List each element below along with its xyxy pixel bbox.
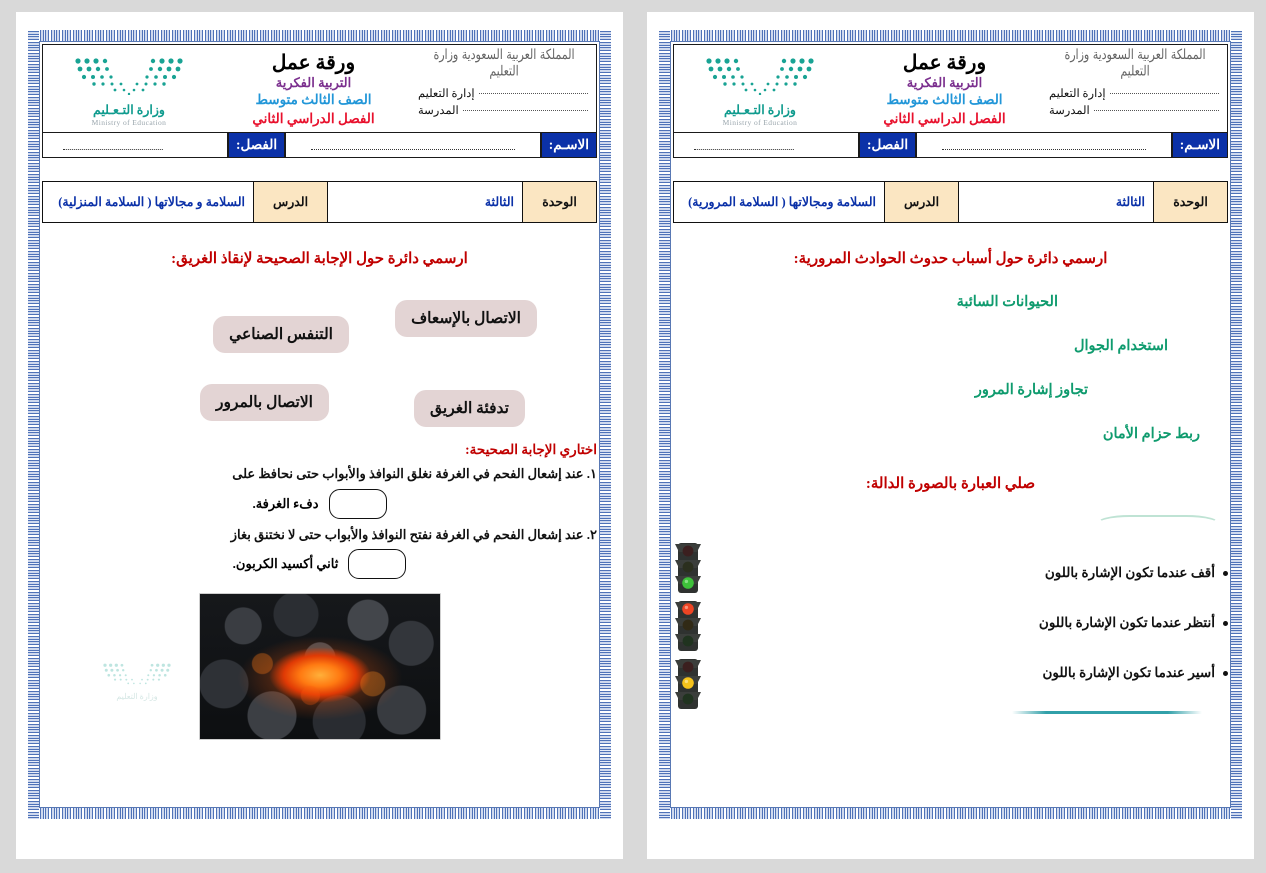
ministry-wordmark-english: Ministry of Education: [91, 118, 167, 127]
option-warm-the-drowning[interactable]: تدفئة الغريق: [414, 390, 525, 427]
kingdom-emblem-block: [418, 46, 590, 120]
unit-lesson-table: [42, 181, 597, 223]
worksheet-page-traffic-safety: [647, 12, 1254, 859]
answer-blank-box[interactable]: [348, 549, 406, 579]
name-field-label: الاسـم:: [1172, 132, 1228, 158]
subject-name: التربية الفكرية: [906, 75, 983, 90]
option-mobile-use[interactable]: استخدام الجوال: [1073, 338, 1168, 354]
answer-row: [42, 489, 597, 519]
question-tail-text: ثاني أكسيد الكربون.: [232, 556, 339, 572]
watermark-text: وزارة التعليم: [116, 692, 158, 701]
option-artificial-breathing[interactable]: التنفس الصناعي: [213, 316, 349, 353]
matching-statements: [729, 515, 1228, 714]
option-running-light[interactable]: تجاوز إشارة المرور: [974, 382, 1088, 398]
traffic-light-images: [673, 515, 703, 711]
border-right: [1231, 30, 1242, 819]
multiple-choice-question-2: [42, 523, 597, 580]
question-1-prompt: ارسمي دائرة حول الإجابة الصحيحة لإنقاذ الغريق:: [171, 251, 468, 267]
border-top: [659, 30, 1242, 41]
border-right: [600, 30, 611, 819]
matching-statement-stop[interactable]: [729, 565, 1228, 581]
multiple-choice-question-1: [42, 462, 597, 519]
green-arc-decoration: [1096, 515, 1220, 533]
name-input-field[interactable]: [285, 132, 541, 158]
worksheet-page-home-safety: [16, 12, 623, 859]
matching-statement-text: أسير عندما تكون الإشارة باللون: [1042, 665, 1215, 680]
school-label: المدرسة: [418, 104, 459, 117]
school-info-lines: [1049, 86, 1221, 119]
admin-dotted-fill[interactable]: [479, 93, 588, 94]
ministry-logo-block: [680, 49, 840, 127]
admin-label: إدارة التعليم: [418, 88, 475, 101]
grade-level: الصف الثالث متوسط: [886, 92, 1003, 107]
answer-blank-box[interactable]: [329, 489, 387, 519]
name-input-field[interactable]: [916, 132, 1172, 158]
border-left: [28, 30, 39, 819]
question-2-prompt: اختاري الإجابة الصحيحة:: [465, 442, 597, 457]
admin-line: [418, 86, 588, 103]
question-text: ١. عند إشعال الفحم في الغرفة نغلق النوافذ والأبواب حتى نحافظ على: [232, 466, 597, 481]
matching-exercise: [673, 515, 1228, 714]
class-field-label: الفصل:: [859, 132, 916, 158]
bullet-icon: [1223, 571, 1228, 576]
school-dotted-fill[interactable]: [463, 110, 588, 111]
school-dotted-fill[interactable]: [1094, 110, 1219, 111]
matching-statement-wait[interactable]: [729, 615, 1228, 631]
traffic-causes-options: [673, 290, 1228, 470]
answer-row: [42, 549, 597, 579]
admin-line: [1049, 86, 1219, 103]
question-text: ٢. عند إشعال الفحم في الغرفة نفتح النوافذ والأبواب حتى لا نختنق بغاز: [230, 526, 597, 542]
school-info-lines: [418, 86, 590, 119]
unit-value-cell: الثالثة: [958, 182, 1153, 222]
student-identification-row: [42, 132, 597, 158]
class-input-field[interactable]: [673, 132, 859, 158]
unit-header-cell: الوحدة: [522, 182, 596, 222]
border-top: [28, 30, 611, 41]
ministry-dots-logo-icon: [701, 55, 819, 95]
matching-statement-text: أقف عندما تكون الإشارة باللون: [1044, 565, 1215, 580]
option-call-traffic-police[interactable]: الاتصال بالمرور: [200, 384, 329, 421]
kingdom-emblem-block: [1049, 46, 1221, 120]
page-content: [42, 44, 597, 805]
class-field-label: الفصل:: [228, 132, 285, 158]
title-block: [209, 49, 418, 127]
masthead: [42, 44, 597, 132]
option-stray-animals[interactable]: الحيوانات السائبة: [956, 294, 1058, 310]
worksheet-title: ورقة عمل: [902, 52, 987, 74]
border-left: [659, 30, 670, 819]
ministry-dots-logo-icon: [70, 55, 188, 95]
kingdom-emblem-calligraphy: المملكة العربية السعودية وزارة التعليم: [1064, 46, 1206, 79]
grade-level: الصف الثالث متوسط: [255, 92, 372, 107]
drowning-rescue-options: [42, 294, 597, 434]
question-1-prompt: ارسمي دائرة حول أسباب حدوث الحوادث المرورية:: [793, 251, 1108, 267]
student-identification-row: [673, 132, 1228, 158]
ministry-logo-block: [49, 49, 209, 127]
burning-coal-photo: [199, 593, 441, 740]
worksheet-title: ورقة عمل: [271, 52, 356, 74]
admin-label: إدارة التعليم: [1049, 88, 1106, 101]
unit-value-cell: الثالثة: [327, 182, 522, 222]
bullet-icon: [1223, 621, 1228, 626]
border-bottom: [659, 808, 1242, 819]
matching-statement-go[interactable]: [729, 665, 1228, 681]
traffic-light-yellow-icon[interactable]: [673, 657, 703, 711]
ministry-watermark: [100, 661, 174, 701]
lesson-header-cell: الدرس: [884, 182, 958, 222]
kingdom-emblem-calligraphy: المملكة العربية السعودية وزارة التعليم: [433, 46, 575, 79]
unit-lesson-table: [673, 181, 1228, 223]
ministry-wordmark-english: Ministry of Education: [722, 118, 798, 127]
page-content: [673, 44, 1228, 805]
unit-header-cell: الوحدة: [1153, 182, 1227, 222]
lesson-value-cell: السلامة ومجالاتها ( السلامة المرورية): [688, 194, 876, 209]
school-label: المدرسة: [1049, 104, 1090, 117]
title-block: [840, 49, 1049, 127]
traffic-light-green-icon[interactable]: [673, 541, 703, 595]
lesson-value-cell: السلامة و مجالاتها ( السلامة المنزلية): [58, 194, 245, 209]
question-tail-text: دفء الغرفة.: [252, 495, 319, 511]
masthead: [673, 44, 1228, 132]
lesson-header-cell: الدرس: [253, 182, 327, 222]
bullet-icon: [1223, 671, 1228, 676]
option-call-ambulance[interactable]: الاتصال بالإسعاف: [395, 300, 537, 337]
ministry-wordmark: وزارة التـعـليم: [93, 103, 165, 117]
border-bottom: [28, 808, 611, 819]
ministry-wordmark: وزارة التـعـليم: [724, 103, 796, 117]
term-name: الفصل الدراسي الثاني: [883, 111, 1006, 126]
term-name: الفصل الدراسي الثاني: [252, 111, 375, 126]
traffic-light-red-icon[interactable]: [673, 599, 703, 653]
option-seatbelt[interactable]: ربط حزام الأمان: [1102, 426, 1200, 442]
ministry-dots-watermark-icon: [100, 661, 174, 687]
subject-name: التربية الفكرية: [275, 75, 352, 90]
school-line: [1049, 103, 1219, 120]
admin-dotted-fill[interactable]: [1110, 93, 1219, 94]
matching-statement-text: أنتظر عندما تكون الإشارة باللون: [1038, 615, 1215, 630]
teal-underline-decoration: [1012, 711, 1202, 714]
school-line: [418, 103, 588, 120]
question-2-prompt: صلي العبارة بالصورة الدالة:: [865, 476, 1036, 492]
name-field-label: الاسـم:: [541, 132, 597, 158]
class-input-field[interactable]: [42, 132, 228, 158]
